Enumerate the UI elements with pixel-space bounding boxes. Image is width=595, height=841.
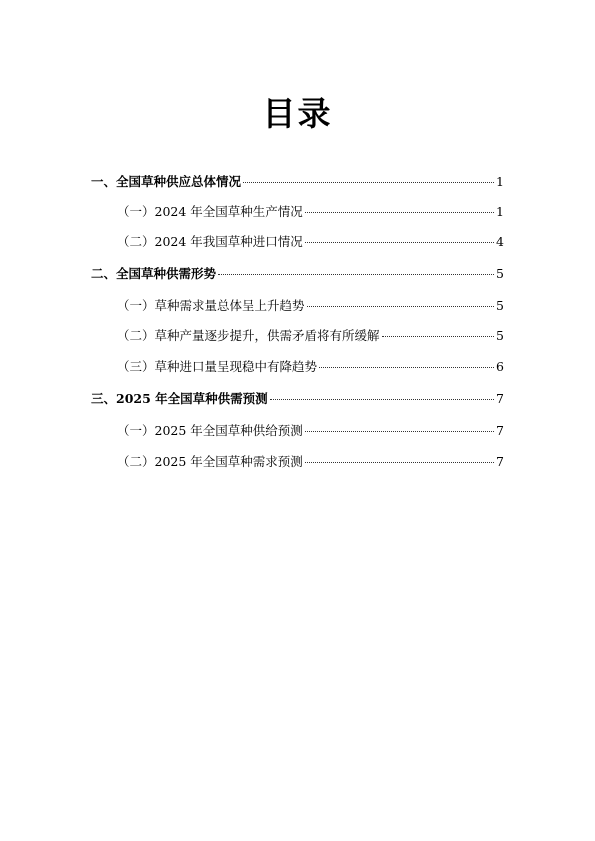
toc-page-number: 5 bbox=[496, 266, 504, 281]
toc-entry-text: （二）2024 年我国草种进口情况 bbox=[117, 234, 303, 249]
toc-entry-text: （一）2024 年全国草种生产情况 bbox=[117, 204, 303, 219]
toc-dot-leader bbox=[307, 306, 495, 307]
toc-entry-section-1-1[interactable] bbox=[117, 202, 504, 222]
toc-entry-section-1[interactable] bbox=[91, 172, 504, 192]
toc-dot-leader bbox=[382, 336, 495, 337]
page-title: 目录 bbox=[262, 94, 333, 133]
toc-entry-text: 一、全国草种供应总体情况 bbox=[91, 174, 242, 189]
toc-page-number: 5 bbox=[496, 328, 504, 343]
toc-dot-leader bbox=[218, 274, 494, 275]
toc-entry-text: 二、全国草种供需形势 bbox=[91, 266, 217, 281]
toc-entry-section-1-2[interactable] bbox=[117, 232, 504, 252]
toc-entry-text: （三）草种进口量呈现稳中有降趋势 bbox=[117, 359, 318, 374]
toc-entry-section-2-3[interactable] bbox=[117, 357, 504, 377]
toc-dot-leader bbox=[319, 367, 494, 368]
toc-dot-leader bbox=[243, 182, 494, 183]
toc-entry-text: （一）2025 年全国草种供给预测 bbox=[117, 423, 303, 438]
toc-dot-leader bbox=[305, 212, 494, 213]
toc-page-number: 7 bbox=[496, 454, 504, 469]
toc-page-number: 4 bbox=[496, 234, 504, 249]
toc-entry-text: 三、2025 年全国草种供需预测 bbox=[91, 391, 268, 406]
toc-entry-text: （一）草种需求量总体呈上升趋势 bbox=[117, 298, 305, 313]
toc-entry-text: （二）草种产量逐步提升，供需矛盾将有所缓解 bbox=[117, 328, 380, 343]
toc-page-number: 7 bbox=[496, 423, 504, 438]
toc-dot-leader bbox=[305, 462, 494, 463]
toc-entry-section-3-2[interactable] bbox=[117, 452, 504, 472]
toc-entry-section-2-2[interactable] bbox=[117, 326, 504, 346]
toc-dot-leader bbox=[305, 242, 494, 243]
toc-entry-section-2[interactable] bbox=[91, 264, 504, 284]
toc-entry-section-2-1[interactable] bbox=[117, 296, 504, 316]
toc-page-number: 5 bbox=[496, 298, 504, 313]
toc-page-number: 1 bbox=[496, 174, 504, 189]
toc-page-number: 1 bbox=[496, 204, 504, 219]
toc-page-number: 7 bbox=[496, 391, 504, 406]
toc-entry-text: （二）2025 年全国草种需求预测 bbox=[117, 454, 303, 469]
toc-dot-leader bbox=[305, 431, 494, 432]
toc-entry-section-3-1[interactable] bbox=[117, 421, 504, 441]
toc-dot-leader bbox=[270, 399, 494, 400]
toc-page-number: 6 bbox=[496, 359, 504, 374]
toc-entry-section-3[interactable] bbox=[91, 389, 504, 409]
